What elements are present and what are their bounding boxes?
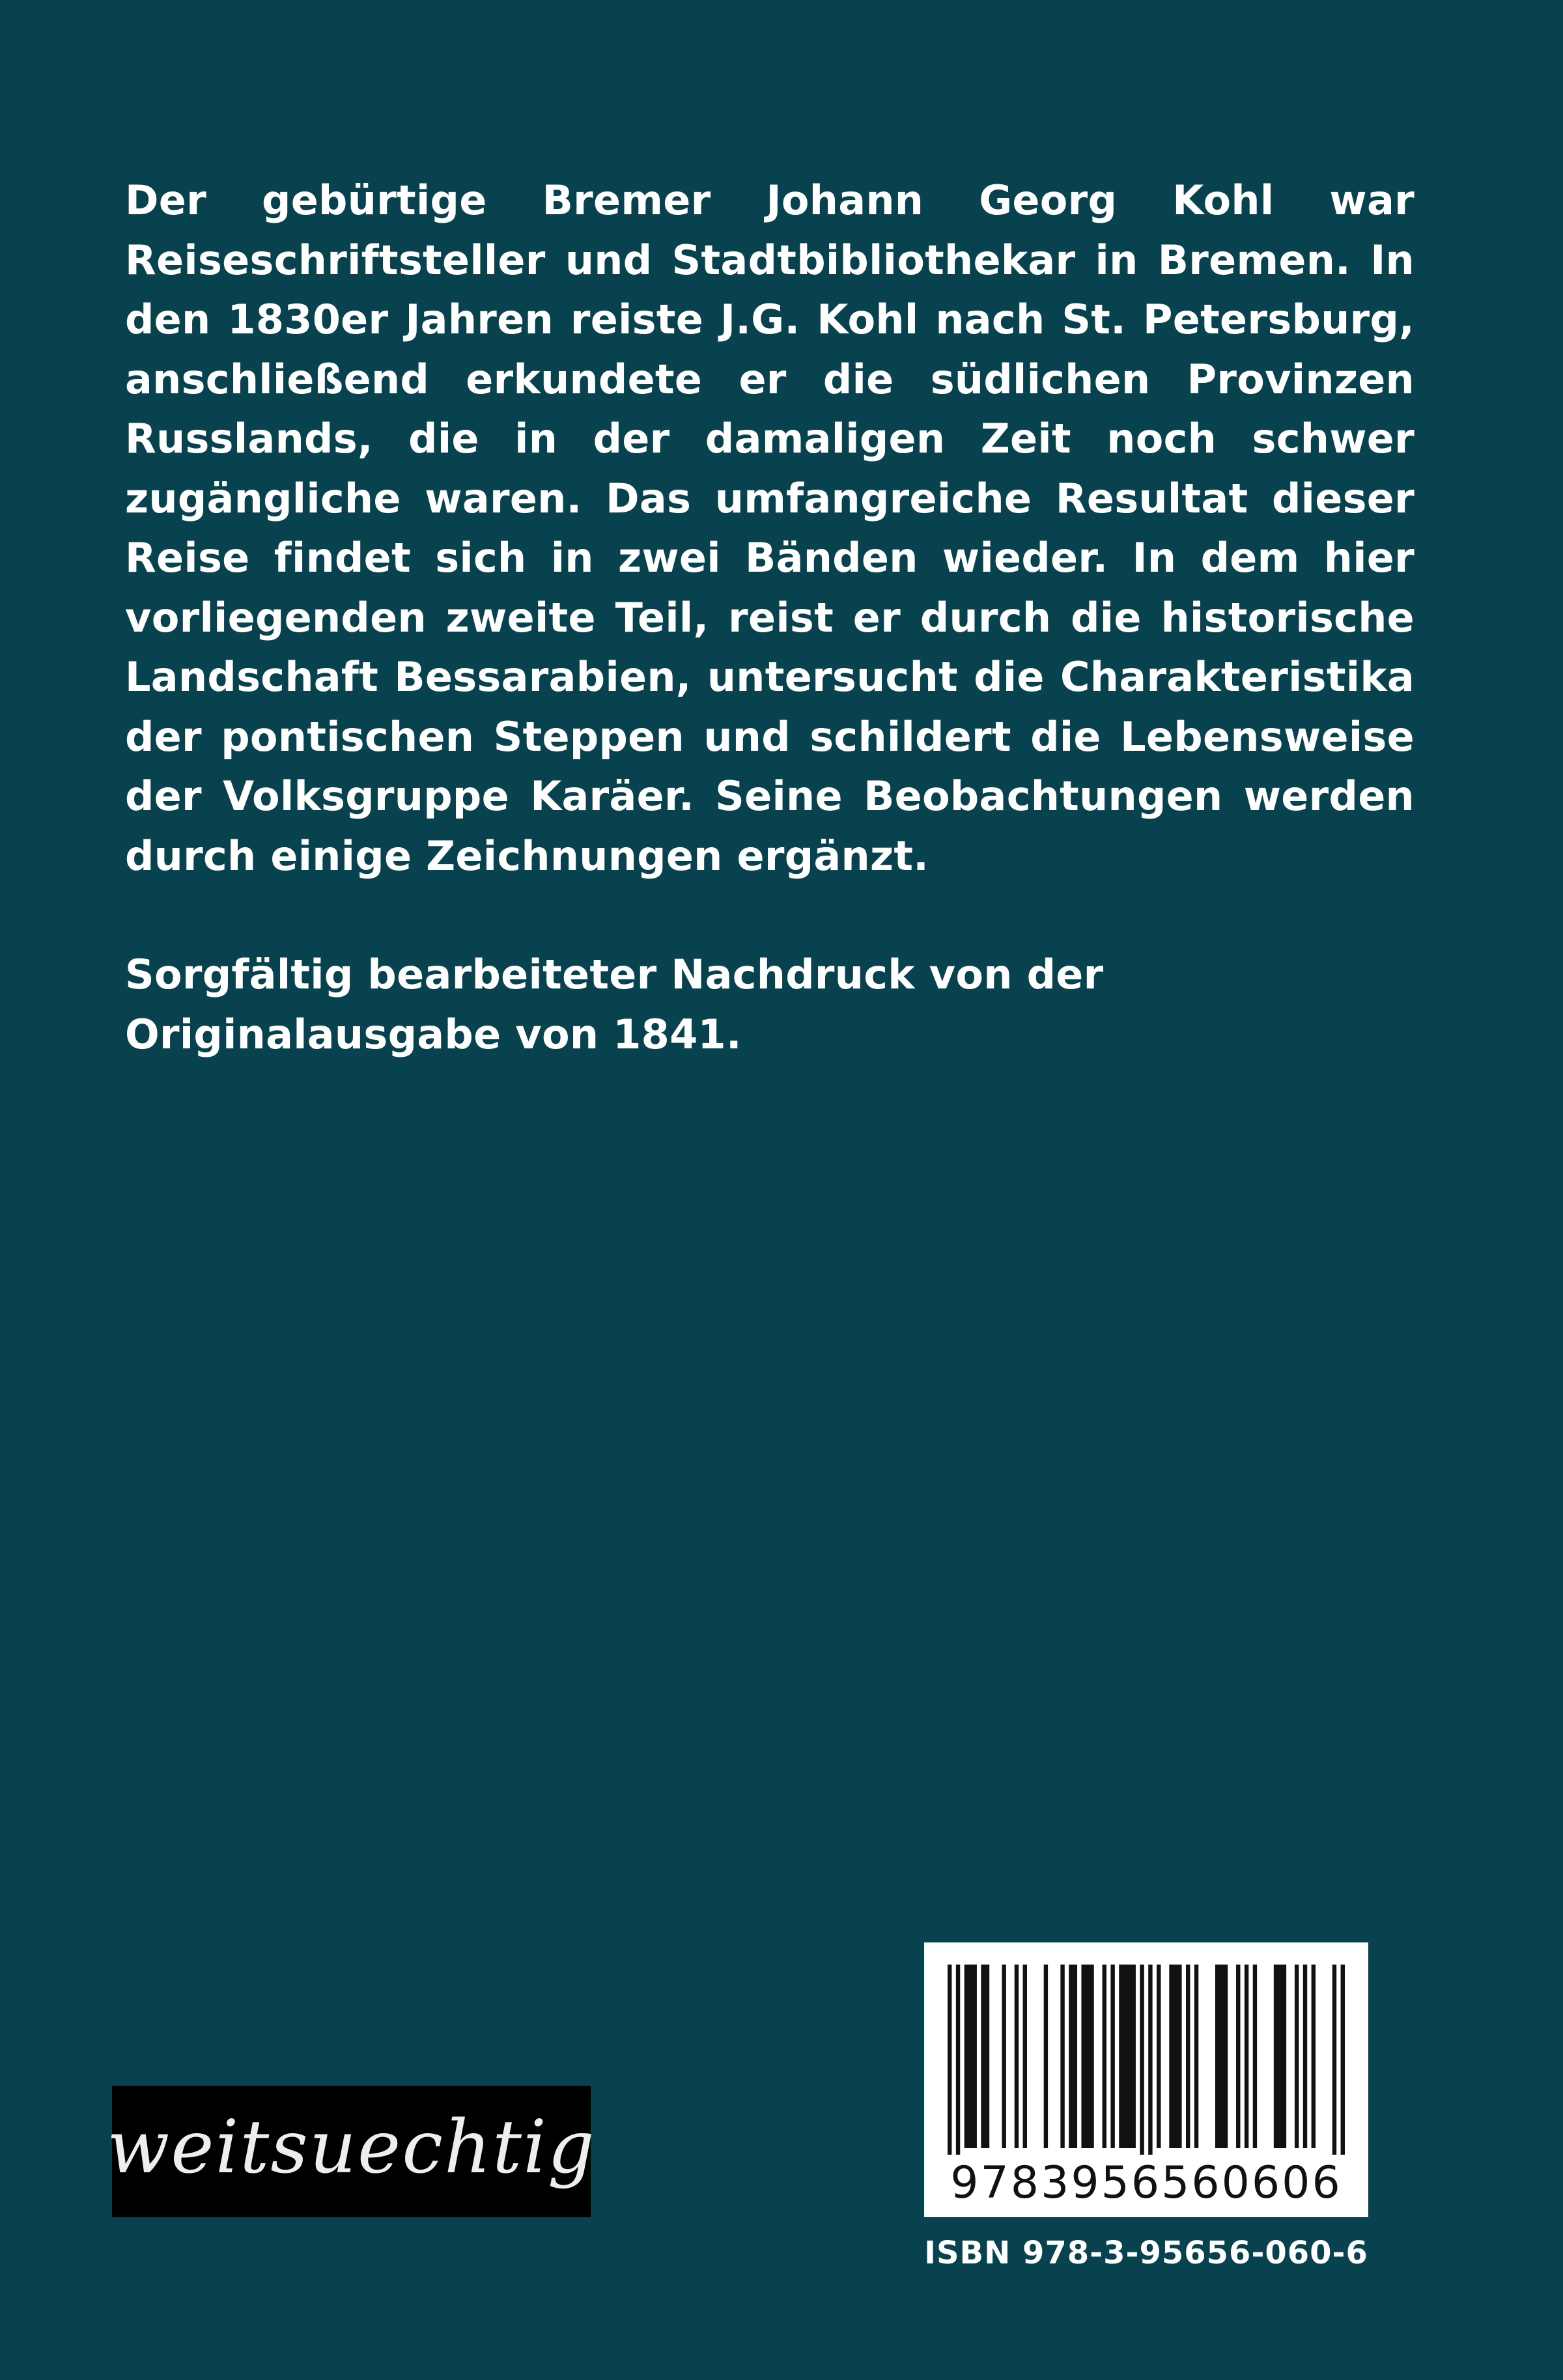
barcode-bar bbox=[1060, 1965, 1064, 2148]
reprint-note: Sorgfältig bearbeiteter Nachdruck von der Originalausgabe von 1841. bbox=[125, 951, 1104, 1058]
barcode-bar bbox=[1069, 1965, 1077, 2148]
barcode-bar bbox=[1245, 1965, 1248, 2148]
barcode-bar bbox=[1341, 1965, 1345, 2155]
barcode bbox=[924, 1942, 1368, 2217]
barcode-bar bbox=[1110, 1965, 1114, 2148]
back-cover-blurb bbox=[125, 171, 1415, 1064]
barcode-bar bbox=[1186, 1965, 1190, 2148]
barcode-bar bbox=[1169, 1965, 1181, 2148]
description-paragraph: Der gebürtige Bremer Johann Georg Kohl war Reiseschriftsteller und Stadtbibliothekar in Bremen. In den 1830er Jahren reiste J.G. Kohl nach St. Petersburg, anschließend erkundete er die südlichen Provinzen Russlands, die in der damaligen Zeit noch schwer zugängliche waren. Das umfangreiche Resultat dieser Reise findet sich in zwei Bänden wieder. In dem hier vorliegenden zweite Teil, reist er durch die historische Landschaft Bessarabien, untersucht die Charakteristika der pontischen Steppen und schildert die Lebensweise der Volksgruppe Karäer. Seine Beobachtungen werden durch einige Zeichnungen ergänzt. bbox=[125, 176, 1415, 880]
barcode-bar bbox=[1023, 1965, 1027, 2148]
barcode-bar bbox=[1215, 1965, 1228, 2148]
barcode-bar bbox=[1295, 1965, 1299, 2148]
barcode-bar bbox=[1157, 1965, 1161, 2148]
barcode-bar bbox=[965, 1965, 977, 2148]
barcode-bar bbox=[1332, 1965, 1336, 2155]
barcode-bar bbox=[1253, 1965, 1257, 2148]
barcode-bar bbox=[1312, 1965, 1316, 2148]
barcode-bar bbox=[1194, 1965, 1198, 2148]
barcode-bar bbox=[1002, 1965, 1006, 2148]
barcode-bar bbox=[1236, 1965, 1240, 2148]
barcode-bars bbox=[948, 1965, 1345, 2155]
barcode-bar bbox=[1081, 1965, 1093, 2148]
isbn-label: ISBN 978-3-95656-060-6 bbox=[924, 2235, 1368, 2271]
barcode-bar bbox=[1015, 1965, 1019, 2148]
publisher-logo-text: weitsuechtig bbox=[107, 2105, 596, 2190]
publisher-logo bbox=[107, 2086, 596, 2217]
barcode-bar bbox=[956, 1965, 960, 2155]
barcode-bar bbox=[948, 1965, 951, 2155]
barcode-bar bbox=[1303, 1965, 1307, 2148]
barcode-digits: 9783956560606 bbox=[950, 2157, 1342, 2209]
barcode-bar bbox=[1274, 1965, 1286, 2148]
barcode-bar bbox=[1119, 1965, 1136, 2148]
barcode-bar bbox=[1140, 1965, 1144, 2155]
barcode-bar bbox=[1103, 1965, 1106, 2148]
barcode-bar bbox=[1148, 1965, 1152, 2155]
barcode-bar bbox=[1044, 1965, 1048, 2148]
barcode-bar bbox=[981, 1965, 989, 2148]
